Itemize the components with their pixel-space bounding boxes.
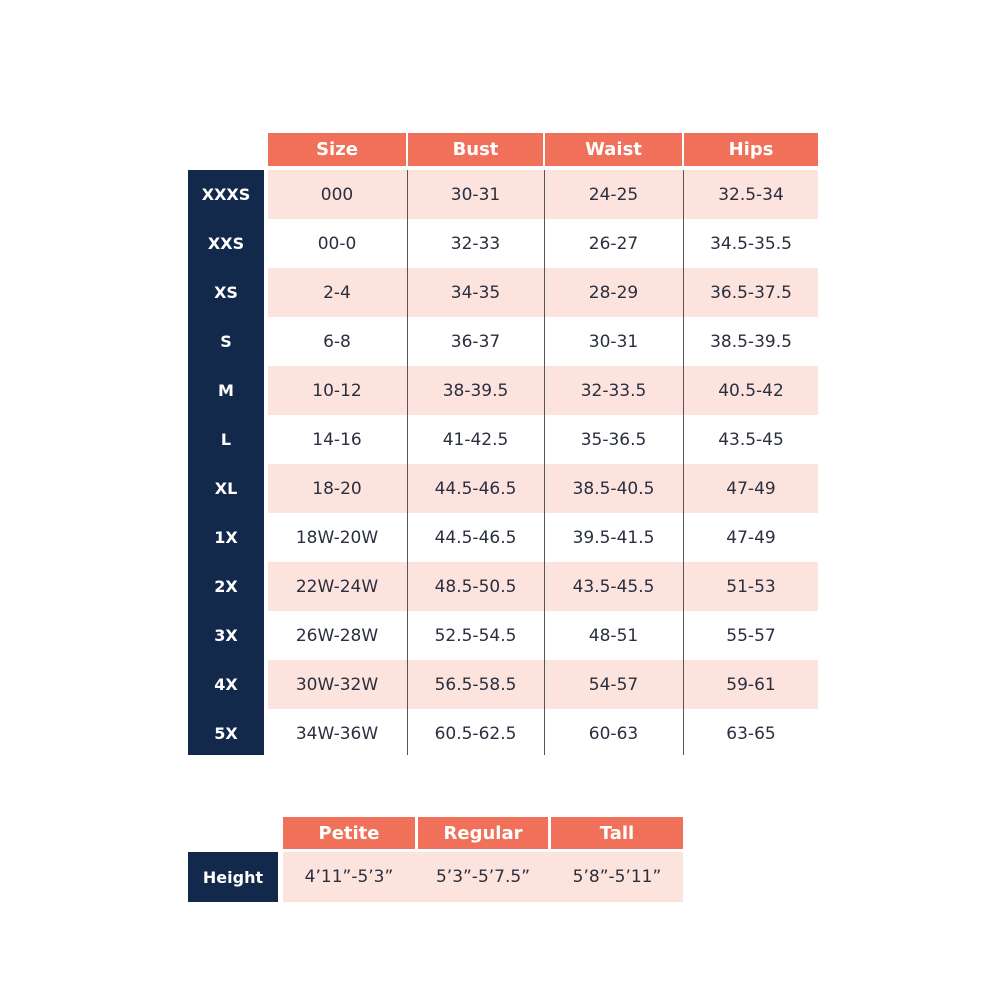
size-label: 5X: [214, 724, 238, 743]
cell-waist: 24-25: [588, 184, 639, 205]
cell-waist: 43.5-45.5: [572, 576, 655, 597]
height-value-petite: 4’11”-5’3”: [304, 867, 394, 887]
size-label: 4X: [214, 675, 238, 694]
cell-bust: 48.5-50.5: [434, 576, 517, 597]
size-label: XS: [214, 283, 238, 302]
cell-size: 14-16: [312, 429, 362, 450]
cell-bust: 30-31: [450, 184, 501, 205]
cell-hips: 43.5-45: [718, 429, 784, 450]
column-header-size: Size: [268, 133, 406, 166]
size-label: 1X: [214, 528, 238, 547]
cell-size: 00-0: [317, 233, 357, 254]
height-header-regular: Regular: [418, 817, 548, 849]
cell-hips: 51-53: [726, 576, 776, 597]
cell-hips: 32.5-34: [718, 184, 784, 205]
cell-waist: 30-31: [588, 331, 639, 352]
cell-size: 30W-32W: [295, 674, 379, 695]
cell-waist: 54-57: [588, 674, 639, 695]
cell-hips: 36.5-37.5: [710, 282, 792, 303]
cell-hips: 40.5-42: [718, 380, 784, 401]
cell-size: 10-12: [312, 380, 362, 401]
cell-bust: 44.5-46.5: [434, 478, 517, 499]
size-label: XXXS: [201, 185, 251, 204]
height-value-regular: 5’3”-5’7.5”: [435, 867, 531, 887]
column-header-hips: Hips: [684, 133, 818, 166]
cell-waist: 60-63: [588, 723, 639, 744]
cell-hips: 34.5-35.5: [710, 233, 792, 254]
cell-hips: 38.5-39.5: [710, 331, 792, 352]
cell-bust: 60.5-62.5: [434, 723, 517, 744]
size-label: S: [220, 332, 232, 351]
size-label: L: [220, 430, 232, 449]
cell-waist: 26-27: [588, 233, 639, 254]
cell-size: 2-4: [323, 282, 351, 303]
height-header-tall: Tall: [551, 817, 683, 849]
cell-hips: 47-49: [726, 478, 776, 499]
size-label: XXS: [207, 234, 245, 253]
cell-bust: 36-37: [450, 331, 501, 352]
size-label: M: [218, 381, 234, 400]
cell-bust: 52.5-54.5: [434, 625, 517, 646]
cell-waist: 35-36.5: [580, 429, 647, 450]
cell-hips: 47-49: [726, 527, 776, 548]
cell-size: 26W-28W: [295, 625, 379, 646]
cell-size: 22W-24W: [295, 576, 379, 597]
cell-hips: 55-57: [726, 625, 776, 646]
height-value-tall: 5’8”-5’11”: [572, 867, 662, 887]
cell-bust: 44.5-46.5: [434, 527, 517, 548]
cell-size: 18W-20W: [295, 527, 379, 548]
size-label: 3X: [214, 626, 238, 645]
cell-waist: 32-33.5: [580, 380, 647, 401]
cell-hips: 59-61: [726, 674, 776, 695]
cell-size: 18-20: [312, 478, 362, 499]
cell-size: 6-8: [323, 331, 351, 352]
column-header-waist: Waist: [545, 133, 682, 166]
cell-size: 34W-36W: [295, 723, 379, 744]
cell-bust: 56.5-58.5: [434, 674, 517, 695]
cell-bust: 41-42.5: [442, 429, 509, 450]
size-label: XL: [214, 479, 238, 498]
height-label: Height: [188, 852, 278, 902]
cell-bust: 38-39.5: [442, 380, 509, 401]
cell-waist: 48-51: [588, 625, 639, 646]
cell-bust: 34-35: [450, 282, 501, 303]
height-header-petite: Petite: [283, 817, 415, 849]
cell-waist: 39.5-41.5: [572, 527, 655, 548]
column-header-bust: Bust: [408, 133, 543, 166]
cell-waist: 28-29: [588, 282, 639, 303]
cell-hips: 63-65: [726, 723, 776, 744]
size-label: 2X: [214, 577, 238, 596]
cell-bust: 32-33: [450, 233, 501, 254]
cell-waist: 38.5-40.5: [572, 478, 655, 499]
cell-size: 000: [320, 184, 354, 205]
